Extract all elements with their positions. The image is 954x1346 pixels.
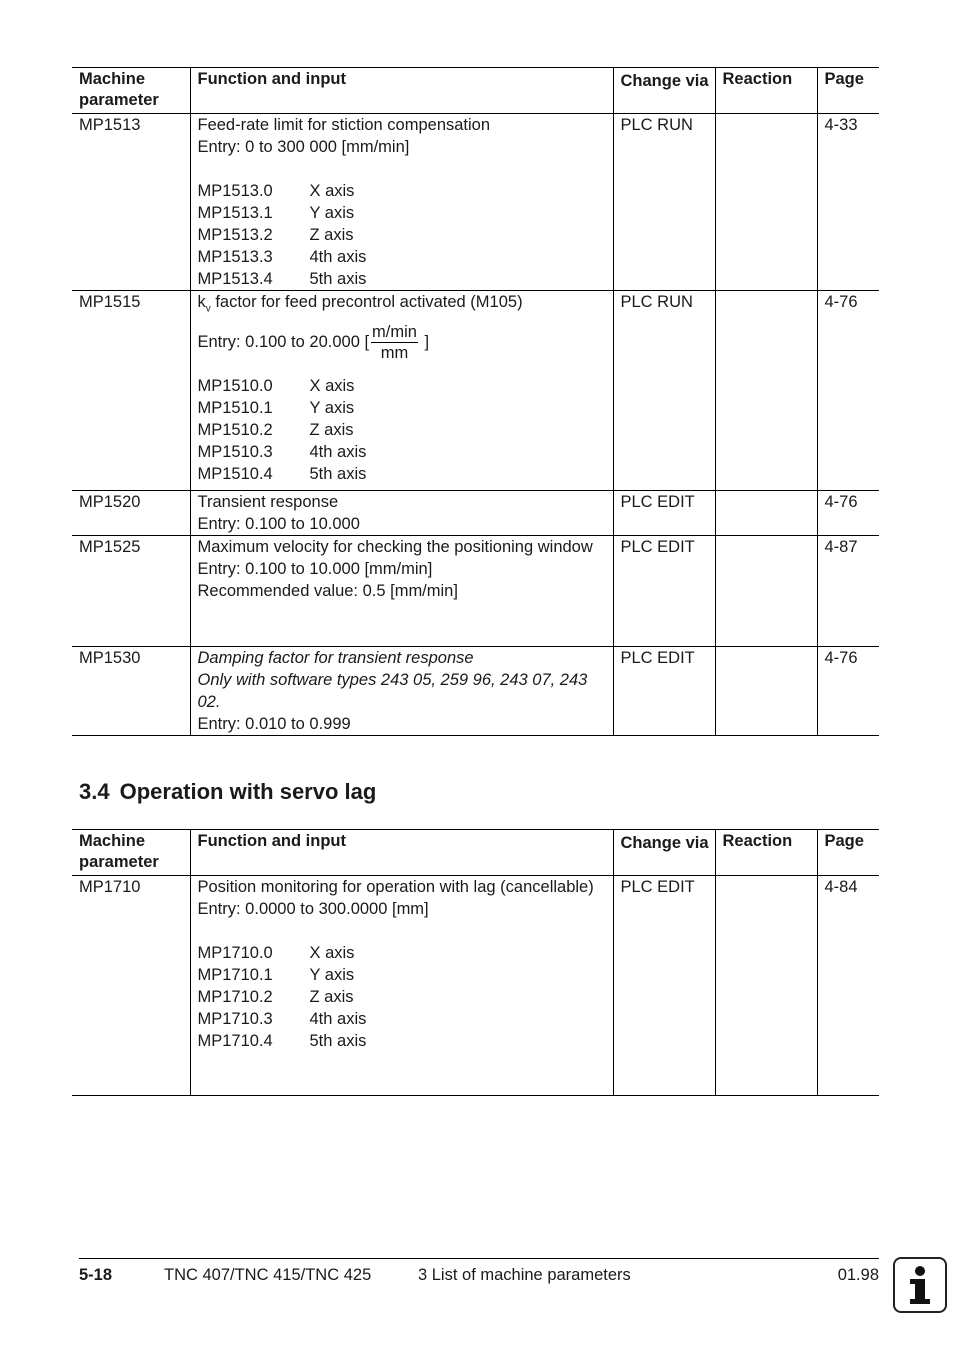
footer-page-number: 5-18 <box>79 1266 113 1284</box>
param-cell: MP1513 <box>79 116 141 134</box>
axis-entry: MP1513.0 X axis <box>197 182 355 200</box>
function-cell <box>190 647 613 736</box>
param-cell: MP1710 <box>79 878 141 896</box>
function-cell <box>190 491 613 536</box>
axis-entry: MP1513.1 Y axis <box>197 204 355 222</box>
reaction-cell <box>715 291 817 491</box>
reaction-cell <box>715 491 817 536</box>
section-heading <box>79 778 376 806</box>
entry-line: Entry: 0.010 to 0.999 <box>197 715 351 733</box>
machine-parameter-table-2 <box>72 829 879 1096</box>
axis-entry: MP1510.3 4th axis <box>197 443 367 462</box>
footer-chapter: 3 List of machine parameters <box>418 1266 631 1284</box>
reaction-cell <box>715 876 817 1096</box>
header-change-via: Change via <box>613 830 715 876</box>
page-cell: 4-33 <box>817 114 879 291</box>
reaction-cell <box>715 647 817 736</box>
recommended-line: Recommended value: 0.5 [mm/min] <box>197 582 458 600</box>
header-machine-parameter: Machine parameter <box>79 70 159 109</box>
header-reaction: Reaction <box>715 830 817 876</box>
change-via-cell: PLC EDIT <box>613 536 715 647</box>
info-icon[interactable] <box>893 1257 947 1313</box>
header-change-via: Change via <box>613 68 715 114</box>
function-line: Feed-rate limit for stiction compensation <box>197 116 491 134</box>
page-cell: 4-87 <box>817 536 879 647</box>
table-row <box>72 876 879 1096</box>
page-cell: 4-76 <box>817 647 879 736</box>
change-via-cell: PLC EDIT <box>613 491 715 536</box>
function-line: Damping factor for transient response <box>197 649 474 667</box>
axis-entry: MP1513.2 Z axis <box>197 226 354 244</box>
change-via-cell: PLC RUN <box>613 291 715 491</box>
header-page: Page <box>817 68 879 114</box>
entry-line: Entry: 0 to 300 000 [mm/min] <box>197 138 410 156</box>
axis-entry: MP1710.4 5th axis <box>197 1032 367 1050</box>
axis-entry: MP1710.2 Z axis <box>197 988 354 1006</box>
table-row <box>72 291 879 491</box>
section-number: 3.4 <box>79 779 110 804</box>
entry-line: Entry: 0.100 to 10.000 <box>197 515 360 533</box>
table-header-row <box>72 68 879 114</box>
function-cell <box>190 876 613 1096</box>
header-reaction: Reaction <box>715 68 817 114</box>
page-cell: 4-76 <box>817 491 879 536</box>
axis-entry: MP1513.3 4th axis <box>197 248 367 266</box>
machine-parameter-table-1 <box>72 67 879 736</box>
function-line: $k_v$ factor for feed precontrol activated (M105) <box>197 293 523 315</box>
header-machine-parameter: Machine parameter <box>79 832 159 871</box>
entry-line: Entry: 0.100 to 10.000 [mm/min] <box>197 560 433 578</box>
function-cell <box>190 291 613 491</box>
table-row <box>72 491 879 536</box>
axis-entry: MP1510.2 Z axis <box>197 421 354 440</box>
entry-line: Entry: 0.100 to 20.000 [ $\frac{m/\min}{mm}$ ] <box>197 323 430 363</box>
section-title: Operation with servo lag <box>119 779 377 804</box>
axis-entry: MP1710.1 Y axis <box>197 966 355 984</box>
function-line: Position monitoring for operation with lag (cancellable) <box>197 878 594 896</box>
function-line: Transient response <box>197 493 339 511</box>
table-row <box>72 536 879 647</box>
table-row <box>72 114 879 291</box>
param-cell: MP1525 <box>79 538 141 556</box>
function-line: Maximum velocity for checking the positioning window <box>197 538 593 556</box>
table-header-row <box>72 830 879 876</box>
axis-entry: MP1510.1 Y axis <box>197 399 355 418</box>
table-row <box>72 647 879 736</box>
param-cell: MP1520 <box>79 493 141 511</box>
footer-model: TNC 407/TNC 415/TNC 425 <box>164 1266 372 1284</box>
software-note: Only with software types 243 05, 259 96, 243 07, 243 02. <box>197 671 588 711</box>
axis-entry: MP1710.3 4th axis <box>197 1010 367 1028</box>
function-cell <box>190 536 613 647</box>
axis-entry: MP1510.0 X axis <box>197 377 355 396</box>
change-via-cell: PLC EDIT <box>613 647 715 736</box>
header-function-and-input: Function and input <box>190 830 613 876</box>
change-via-cell: PLC EDIT <box>613 876 715 1096</box>
axis-entry: MP1710.0 X axis <box>197 944 355 962</box>
page-footer <box>79 1258 879 1284</box>
reaction-cell <box>715 114 817 291</box>
axis-entry: MP1513.4 5th axis <box>197 270 367 288</box>
change-via-cell: PLC RUN <box>613 114 715 291</box>
entry-line: Entry: 0.0000 to 300.0000 [mm] <box>197 900 429 918</box>
footer-date: 01.98 <box>837 1266 879 1284</box>
function-cell <box>190 114 613 291</box>
page-cell: 4-76 <box>817 291 879 491</box>
header-page: Page <box>817 830 879 876</box>
reaction-cell <box>715 536 817 647</box>
page-cell: 4-84 <box>817 876 879 1096</box>
unit-fraction: $\frac{m/\min}{mm}$ <box>372 323 417 363</box>
header-function-and-input: Function and input <box>190 68 613 114</box>
axis-entry: MP1510.4 5th axis <box>197 465 367 484</box>
param-cell: MP1515 <box>79 293 141 311</box>
param-cell: MP1530 <box>79 649 141 667</box>
